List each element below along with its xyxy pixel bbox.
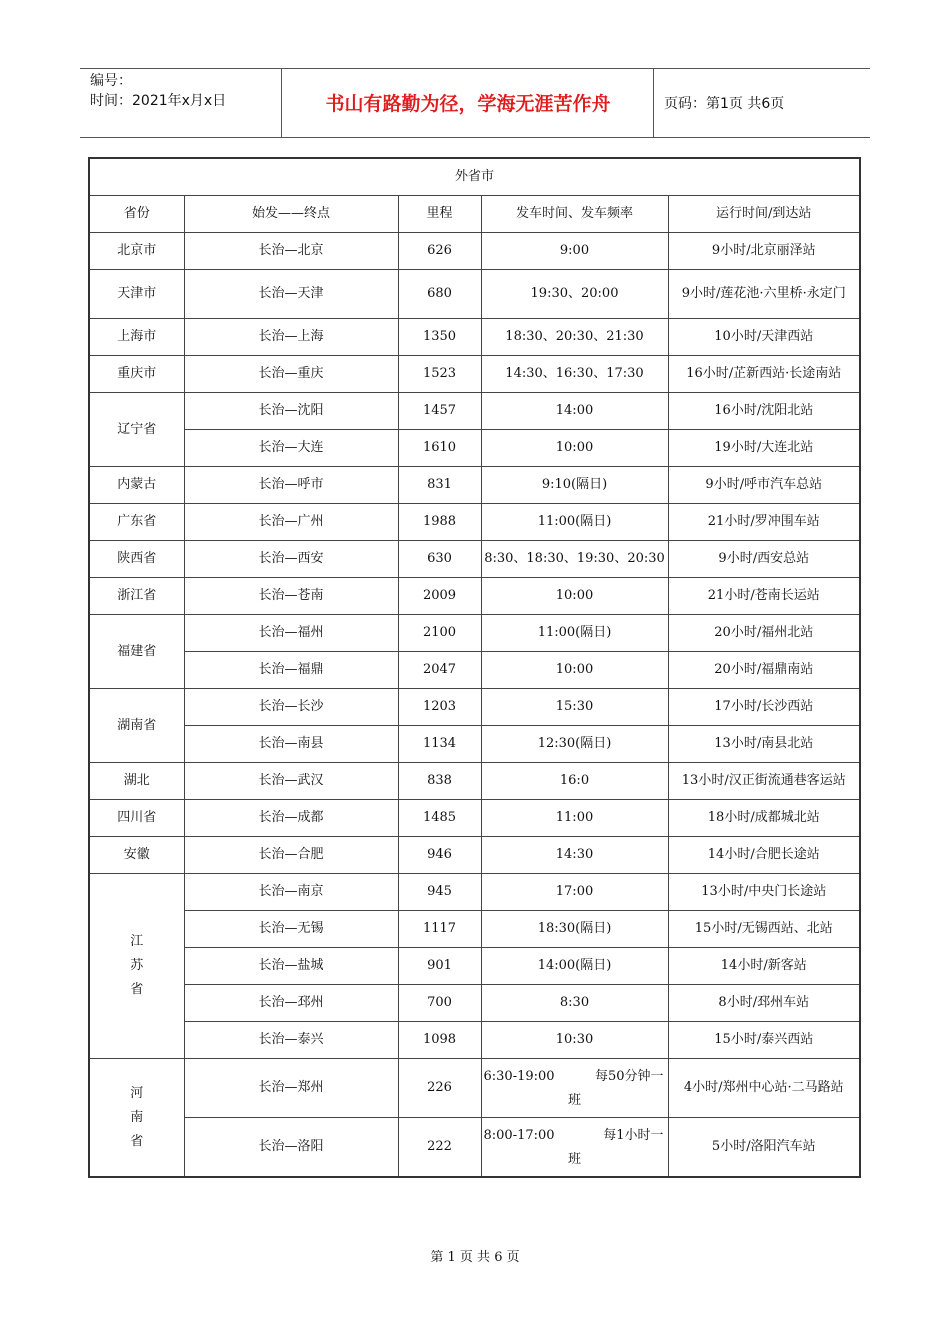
distance-cell: 1098 (398, 1022, 481, 1059)
departure-cell (481, 1118, 668, 1178)
page-footer: 第 1 页 共 6 页 (430, 1250, 520, 1265)
table-row (89, 615, 860, 652)
departure-cell (481, 1059, 668, 1118)
departure-cell: 11:00(隔日) (481, 615, 668, 652)
arrival-cell: 15小时/泰兴西站 (668, 1022, 860, 1059)
table-row (89, 393, 860, 430)
departure-cell: 14:00 (481, 393, 668, 430)
table-row (89, 948, 860, 985)
arrival-cell: 14小时/合肥长途站 (668, 837, 860, 874)
province-cell: 北京市 (89, 233, 184, 270)
table-title-row (89, 158, 860, 196)
departure-cell: 9:10(隔日) (481, 467, 668, 504)
distance-cell: 226 (398, 1059, 481, 1118)
departure-frequency (482, 1118, 668, 1176)
route-cell: 长治—福州 (184, 615, 398, 652)
departure-cell: 11:00(隔日) (481, 504, 668, 541)
distance-cell: 1134 (398, 726, 481, 763)
province-vertical: 江苏省 (130, 934, 144, 997)
departure-cell: 14:30、16:30、17:30 (481, 356, 668, 393)
province-cell: 四川省 (89, 800, 184, 837)
departure-cell: 10:00 (481, 578, 668, 615)
province-cell (89, 874, 184, 1059)
arrival-cell: 9小时/呼市汽车总站 (668, 467, 860, 504)
table-row (89, 541, 860, 578)
table-row (89, 837, 860, 874)
distance-cell: 1610 (398, 430, 481, 467)
table-row (89, 430, 860, 467)
bus-schedule-table (88, 157, 861, 1178)
province-cell: 湖北 (89, 763, 184, 800)
province-vertical: 河南省 (130, 1085, 144, 1149)
distance-cell: 1988 (398, 504, 481, 541)
departure-cell: 15:30 (481, 689, 668, 726)
province-cell (89, 1059, 184, 1178)
arrival-cell: 10小时/天津西站 (668, 319, 860, 356)
arrival-cell: 20小时/福州北站 (668, 615, 860, 652)
route-cell: 长治—郑州 (184, 1059, 398, 1118)
arrival-cell: 21小时/罗冲围车站 (668, 504, 860, 541)
distance-cell: 680 (398, 270, 481, 319)
arrival-cell: 16小时/芷新西站·长途南站 (668, 356, 860, 393)
arrival-cell: 9小时/莲花池·六里桥·永定门 (668, 270, 860, 319)
document-header (80, 68, 870, 138)
table-row (89, 726, 860, 763)
distance-cell: 1203 (398, 689, 481, 726)
departure-cell: 10:30 (481, 1022, 668, 1059)
distance-cell: 700 (398, 985, 481, 1022)
departure-cell: 10:00 (481, 430, 668, 467)
distance-cell: 626 (398, 233, 481, 270)
table-header-row (89, 196, 860, 233)
table-row (89, 1118, 860, 1178)
departure-time-range: 6:30-19:00 (483, 1069, 555, 1084)
column-header: 省份 (89, 196, 184, 233)
table-row (89, 763, 860, 800)
departure-cell: 12:30(隔日) (481, 726, 668, 763)
route-cell: 长治—上海 (184, 319, 398, 356)
arrival-cell: 17小时/长沙西站 (668, 689, 860, 726)
distance-cell: 2047 (398, 652, 481, 689)
departure-cell: 14:00(隔日) (481, 948, 668, 985)
route-cell: 长治—南县 (184, 726, 398, 763)
route-cell: 长治—合肥 (184, 837, 398, 874)
departure-frequency-text-cont: 班 (567, 1093, 581, 1108)
arrival-cell: 15小时/无锡西站、北站 (668, 911, 860, 948)
distance-cell: 838 (398, 763, 481, 800)
route-cell: 长治—无锡 (184, 911, 398, 948)
table-row (89, 578, 860, 615)
province-cell: 浙江省 (89, 578, 184, 615)
table-row (89, 1059, 860, 1118)
route-cell: 长治—大连 (184, 430, 398, 467)
departure-cell: 9:00 (481, 233, 668, 270)
header-meta (80, 69, 282, 137)
route-cell: 长治—沈阳 (184, 393, 398, 430)
route-cell: 长治—呼市 (184, 467, 398, 504)
departure-cell: 19:30、20:00 (481, 270, 668, 319)
table-row (89, 874, 860, 911)
table-row (89, 270, 860, 319)
table-row (89, 1022, 860, 1059)
distance-cell: 222 (398, 1118, 481, 1178)
province-cell: 福建省 (89, 615, 184, 689)
province-cell: 湖南省 (89, 689, 184, 763)
departure-cell: 11:00 (481, 800, 668, 837)
route-cell: 长治—重庆 (184, 356, 398, 393)
time-label: 时间：2021年x月x日 (90, 93, 227, 109)
header-motto: 书山有路勤为径，学海无涯苦作舟 (283, 69, 654, 137)
table-row (89, 504, 860, 541)
table-row (89, 800, 860, 837)
province-cell: 重庆市 (89, 356, 184, 393)
route-cell: 长治—成都 (184, 800, 398, 837)
province-cell: 安徽 (89, 837, 184, 874)
distance-cell: 1350 (398, 319, 481, 356)
route-cell: 长治—长沙 (184, 689, 398, 726)
arrival-cell: 8小时/邳州车站 (668, 985, 860, 1022)
departure-cell: 17:00 (481, 874, 668, 911)
route-cell: 长治—邳州 (184, 985, 398, 1022)
column-header: 始发——终点 (184, 196, 398, 233)
distance-cell: 1485 (398, 800, 481, 837)
arrival-cell: 9小时/西安总站 (668, 541, 860, 578)
number-label: 编号： (90, 73, 132, 89)
arrival-cell: 13小时/南县北站 (668, 726, 860, 763)
departure-cell: 8:30 (481, 985, 668, 1022)
departure-cell: 14:30 (481, 837, 668, 874)
route-cell: 长治—泰兴 (184, 1022, 398, 1059)
distance-cell: 901 (398, 948, 481, 985)
route-cell: 长治—福鼎 (184, 652, 398, 689)
arrival-cell: 13小时/中央门长途站 (668, 874, 860, 911)
departure-cell: 16:0 (481, 763, 668, 800)
province-cell: 上海市 (89, 319, 184, 356)
province-cell: 天津市 (89, 270, 184, 319)
column-header: 运行时间/到达站 (668, 196, 860, 233)
arrival-cell: 9小时/北京丽泽站 (668, 233, 860, 270)
column-header: 里程 (398, 196, 481, 233)
departure-frequency-text: 每1小时一 (603, 1128, 664, 1143)
arrival-cell: 4小时/郑州中心站·二马路站 (668, 1059, 860, 1118)
table-row (89, 911, 860, 948)
distance-cell: 1523 (398, 356, 481, 393)
departure-cell: 18:30、20:30、21:30 (481, 319, 668, 356)
route-cell: 长治—武汉 (184, 763, 398, 800)
route-cell: 长治—广州 (184, 504, 398, 541)
distance-cell: 946 (398, 837, 481, 874)
departure-cell: 18:30(隔日) (481, 911, 668, 948)
departure-frequency-text: 每50分钟一 (594, 1069, 664, 1084)
route-cell: 长治—西安 (184, 541, 398, 578)
table-row (89, 356, 860, 393)
arrival-cell: 14小时/新客站 (668, 948, 860, 985)
departure-cell: 8:30、18:30、19:30、20:30 (481, 541, 668, 578)
route-cell: 长治—北京 (184, 233, 398, 270)
arrival-cell: 18小时/成都城北站 (668, 800, 860, 837)
column-header: 发车时间、发车频率 (481, 196, 668, 233)
table-row (89, 689, 860, 726)
arrival-cell: 19小时/大连北站 (668, 430, 860, 467)
arrival-cell: 13小时/汉正街流通巷客运站 (668, 763, 860, 800)
departure-cell: 10:00 (481, 652, 668, 689)
distance-cell: 630 (398, 541, 481, 578)
arrival-cell: 16小时/沈阳北站 (668, 393, 860, 430)
header-page-label: 页码：第1页 共6页 (664, 96, 785, 112)
province-cell: 陕西省 (89, 541, 184, 578)
table-row (89, 985, 860, 1022)
route-cell: 长治—天津 (184, 270, 398, 319)
route-cell: 长治—洛阳 (184, 1118, 398, 1178)
province-cell: 辽宁省 (89, 393, 184, 467)
distance-cell: 1117 (398, 911, 481, 948)
route-cell: 长治—苍南 (184, 578, 398, 615)
distance-cell: 945 (398, 874, 481, 911)
arrival-cell: 5小时/洛阳汽车站 (668, 1118, 860, 1178)
distance-cell: 2100 (398, 615, 481, 652)
arrival-cell: 20小时/福鼎南站 (668, 652, 860, 689)
route-cell: 长治—南京 (184, 874, 398, 911)
departure-frequency (482, 1059, 668, 1117)
distance-cell: 831 (398, 467, 481, 504)
table-row (89, 233, 860, 270)
route-cell: 长治—盐城 (184, 948, 398, 985)
departure-time-range: 8:00-17:00 (483, 1128, 555, 1143)
table-row (89, 652, 860, 689)
distance-cell: 2009 (398, 578, 481, 615)
province-cell: 内蒙古 (89, 467, 184, 504)
table-row (89, 467, 860, 504)
table-title: 外省市 (89, 158, 860, 196)
departure-frequency-text-cont: 班 (567, 1152, 581, 1167)
table-row (89, 319, 860, 356)
distance-cell: 1457 (398, 393, 481, 430)
province-cell: 广东省 (89, 504, 184, 541)
arrival-cell: 21小时/苍南长运站 (668, 578, 860, 615)
